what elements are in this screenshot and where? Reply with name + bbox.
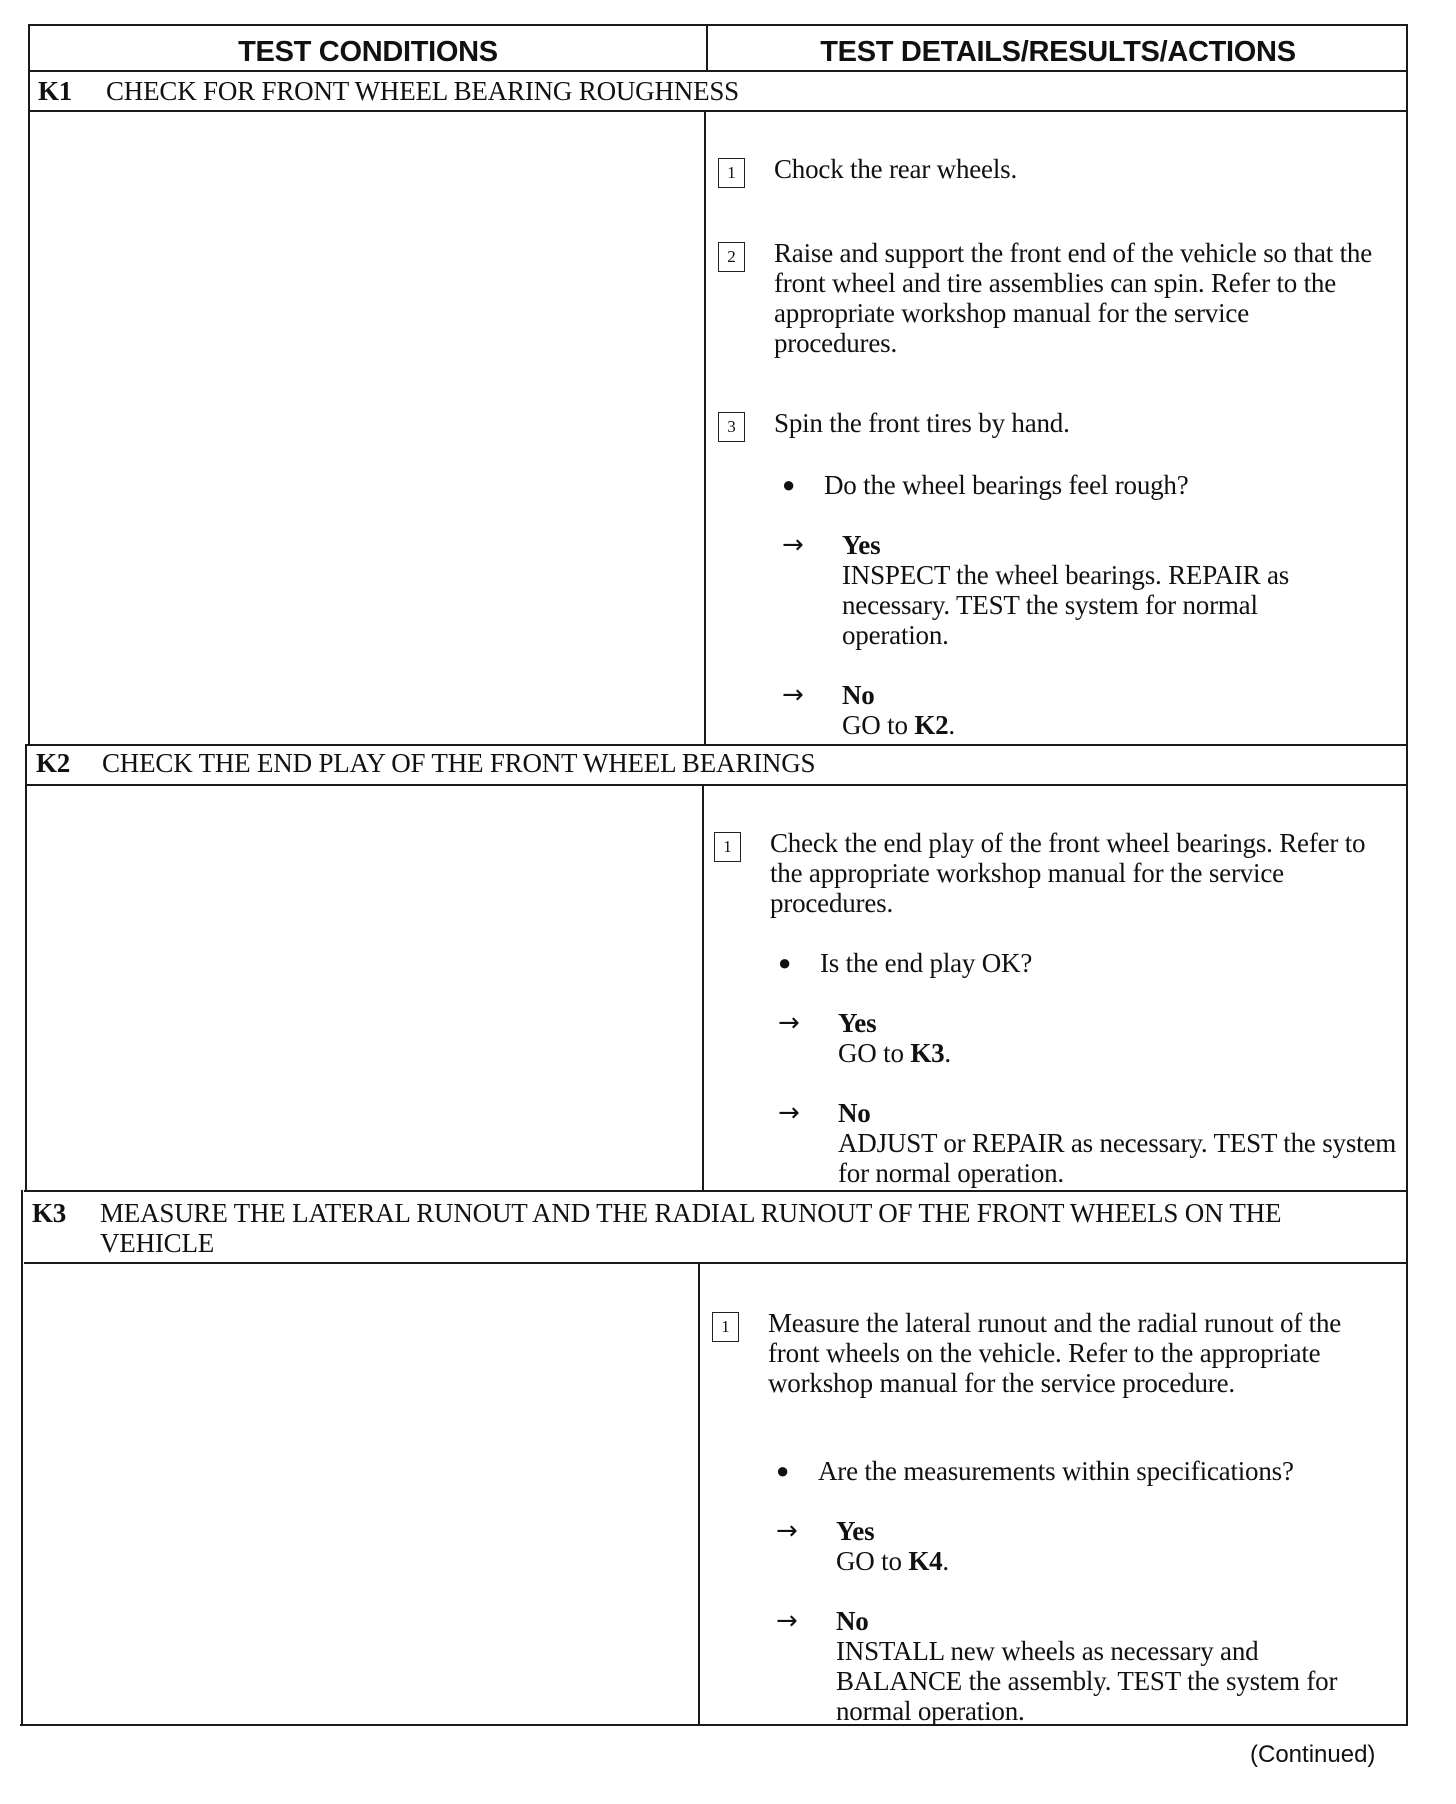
section-title-k2: [36, 748, 1396, 780]
outcome-label: Yes: [838, 1008, 877, 1038]
column-divider-k1: [704, 110, 706, 746]
k1-outcome-no: [782, 680, 1382, 742]
outcome-label: Yes: [842, 530, 881, 560]
step-text: Measure the lateral runout and the radial runout of the front wheels on the vehicle. Refer to the appropriate workshop manual for the service procedure.: [768, 1308, 1342, 1398]
outcome-label: Yes: [836, 1516, 875, 1546]
header-test-details: TEST DETAILS/RESULTS/ACTIONS: [820, 36, 1296, 68]
outcome-text: [838, 1038, 951, 1068]
frame-left: [28, 24, 30, 746]
goto-prefix: GO to: [842, 710, 908, 740]
k3-outcome-no: [776, 1606, 1396, 1724]
goto-prefix: GO to: [836, 1546, 902, 1576]
arrow-right-icon: →: [782, 530, 804, 560]
step-number-box: 1: [712, 1312, 739, 1342]
step-number-box: 1: [718, 158, 745, 188]
k1-bottom: [26, 744, 1408, 746]
step-number-box: 2: [718, 242, 745, 272]
header-divider: [30, 70, 1408, 72]
k1-title-bottom: [28, 110, 1408, 112]
k3-step-1: [712, 1308, 1392, 1432]
k3-question: [776, 1456, 1396, 1488]
k3-outcome-yes: [776, 1516, 1376, 1578]
section-title-text: CHECK THE END PLAY OF THE FRONT WHEEL BEARINGS: [102, 748, 816, 778]
arrow-right-icon: →: [778, 1098, 800, 1128]
bullet-icon: ●: [778, 950, 792, 975]
question-text: Are the measurements within specifications?: [818, 1456, 1294, 1486]
k2-outcome-yes: [778, 1008, 1378, 1070]
outcome-text: ADJUST or REPAIR as necessary. TEST the system for normal operation.: [838, 1128, 1397, 1188]
goto-ref-k3[interactable]: K3: [910, 1038, 945, 1068]
step-text: Raise and support the front end of the vehicle so that the front wheel and tire assemblies can spin. Refer to the appropriate workshop manual for the service procedures.: [774, 238, 1372, 358]
continued-note: (Continued): [1250, 1741, 1376, 1768]
frame-left-mid: [25, 744, 27, 1192]
goto-suffix: .: [942, 1546, 949, 1576]
k3-title-bottom: [24, 1262, 1408, 1264]
frame-right: [1406, 24, 1408, 1726]
section-title-k1: [38, 76, 1398, 108]
k2-outcome-no: [778, 1098, 1398, 1190]
step-text: Check the end play of the front wheel bearings. Refer to the appropriate workshop manual for the service procedures.: [770, 828, 1366, 918]
section-title-text: CHECK FOR FRONT WHEEL BEARING ROUGHNESS: [106, 76, 740, 106]
bullet-icon: ●: [776, 1458, 790, 1483]
k2-step-1: [714, 828, 1388, 922]
k1-question: [782, 470, 1382, 502]
outcome-label: No: [838, 1098, 871, 1128]
outcome-text: [842, 710, 955, 740]
section-title-k3: [32, 1198, 1402, 1260]
outcome-text: [836, 1546, 949, 1576]
k1-step-2: [718, 238, 1388, 362]
goto-ref-k4[interactable]: K4: [908, 1546, 943, 1576]
k2-question: [778, 948, 1378, 980]
goto-ref-k2[interactable]: K2: [914, 710, 949, 740]
section-title-text: MEASURE THE LATERAL RUNOUT AND THE RADIAL RUNOUT OF THE FRONT WHEELS ON THE VEHICLE: [100, 1198, 1282, 1258]
step-text: Chock the rear wheels.: [774, 154, 1018, 184]
goto-suffix: .: [948, 710, 955, 740]
outcome-text: INSPECT the wheel bearings. REPAIR as necessary. TEST the system for normal operation.: [842, 560, 1290, 650]
k2-bottom: [24, 1190, 1408, 1192]
question-text: Is the end play OK?: [820, 948, 1033, 978]
k1-step-1: [718, 154, 1388, 194]
goto-suffix: .: [944, 1038, 951, 1068]
column-divider-k2: [702, 784, 704, 1192]
step-number-box: 1: [714, 832, 741, 862]
outcome-label: No: [842, 680, 875, 710]
section-id: K3: [32, 1198, 67, 1228]
frame-left-low: [21, 1190, 23, 1726]
arrow-right-icon: →: [776, 1516, 798, 1546]
k2-title-bottom: [26, 784, 1408, 786]
arrow-right-icon: →: [778, 1008, 800, 1038]
outcome-label: No: [836, 1606, 869, 1636]
outcome-text: INSTALL new wheels as necessary and BALANCE the assembly. TEST the system for normal operation.: [836, 1636, 1338, 1726]
frame-top: [30, 24, 1408, 26]
arrow-right-icon: →: [782, 680, 804, 710]
arrow-right-icon: →: [776, 1606, 798, 1636]
k1-outcome-yes: [782, 530, 1382, 654]
header-test-conditions: TEST CONDITIONS: [238, 36, 498, 68]
step-text: Spin the front tires by hand.: [774, 408, 1070, 438]
section-id: K2: [36, 748, 71, 778]
section-id: K1: [38, 76, 73, 106]
step-number-box: 3: [718, 412, 745, 442]
question-text: Do the wheel bearings feel rough?: [824, 470, 1189, 500]
goto-prefix: GO to: [838, 1038, 904, 1068]
k1-step-3: [718, 408, 1388, 448]
column-divider-k3: [698, 1262, 700, 1726]
bullet-icon: ●: [782, 472, 796, 497]
